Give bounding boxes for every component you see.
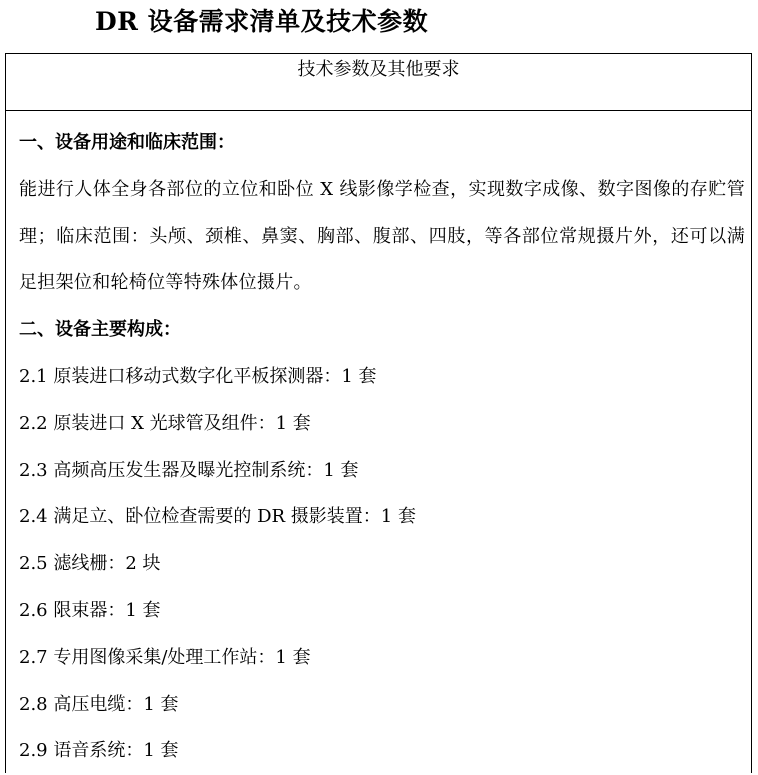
requirements-table — [5, 53, 752, 773]
list-item: 2.5 滤线栅：2 块 — [19, 553, 161, 575]
table-content-cell — [19, 120, 747, 775]
list-item: 2.1 原装进口移动式数字化平板探测器：1 套 — [19, 365, 377, 387]
section-heading-purpose: 一、设备用途和临床范围： — [19, 132, 235, 153]
table-header-text: 技术参数及其他要求 — [297, 59, 460, 80]
list-item: 2.9 语音系统：1 套 — [19, 740, 179, 762]
section-heading-components: 二、设备主要构成： — [19, 319, 181, 341]
list-item: 2.4 满足立、卧位检查需要的 DR 摄影装置：1 套 — [19, 506, 416, 528]
list-item: 2.2 原装进口 X 光球管及组件：1 套 — [19, 412, 311, 434]
list-item: 2.8 高压电缆：1 套 — [19, 693, 179, 715]
list-item: 2.6 限束器：1 套 — [19, 599, 161, 621]
document-title: DR 设备需求清单及技术参数 — [95, 7, 429, 36]
section-paragraph-purpose: 能进行人体全身各部位的立位和卧位 X 线影像学检查，实现数字成像、数字图像的存贮管理；临床范围：头颅、颈椎、鼻窦、胸部、腹部、四肢，等各部位常规摄片外，还可以满足担架位和轮椅位等特殊体位摄片。 — [19, 178, 745, 294]
table-header-cell — [6, 54, 751, 111]
list-item: 2.3 高频高压发生器及曝光控制系统：1 套 — [19, 459, 359, 481]
list-item: 2.7 专用图像采集/处理工作站：1 套 — [19, 646, 311, 668]
